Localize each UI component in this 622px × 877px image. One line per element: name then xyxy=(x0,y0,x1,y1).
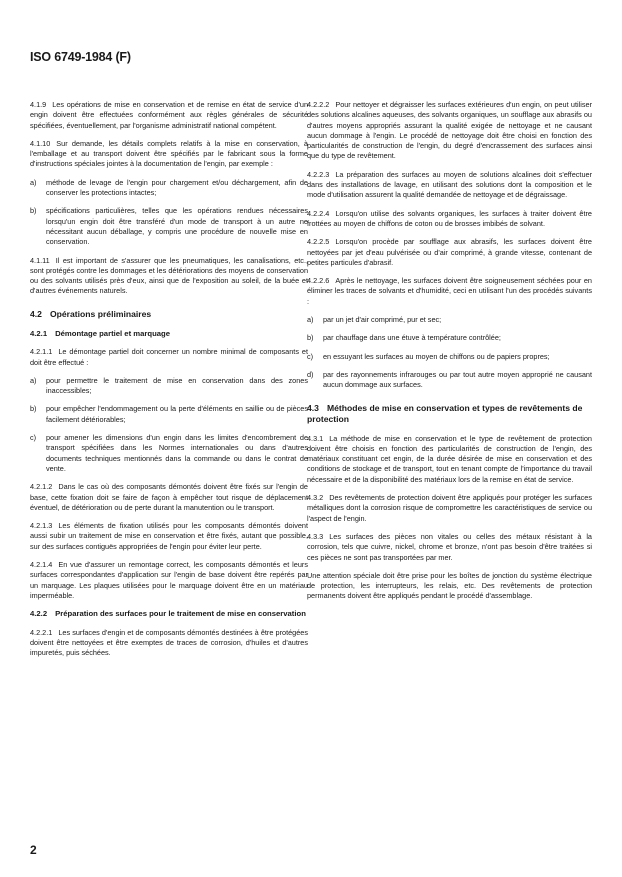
section-title: Méthodes de mise en conservation et types de revêtements de protection xyxy=(307,402,583,424)
clause-number: 4.2.2.2 xyxy=(307,100,330,109)
list-item-text: méthode de levage de l'engin pour chargement et/ou déchargement, afin de conserver les protections intactes; xyxy=(46,177,308,198)
list-item-label: a) xyxy=(30,375,37,385)
right-column xyxy=(307,100,592,610)
section-heading-4-2 xyxy=(30,309,308,320)
list-item-label: c) xyxy=(30,433,37,443)
clause-4-1-10 xyxy=(30,139,308,170)
clause-4-3-3 xyxy=(307,532,592,563)
list-item-label: b) xyxy=(307,333,314,343)
clause-number: 4.1.10 xyxy=(30,138,51,148)
clause-text: Lorsqu'on utilise des solvants organiques, les surfaces à traiter doivent être frottées au moyen de chiffons de coton ou de brosses imbibés de solvant. xyxy=(307,208,592,228)
clause-4-3-2 xyxy=(307,493,592,524)
subsection-number: 4.2.2 xyxy=(30,609,48,619)
clause-text: Dans le cas où des composants démontés doivent être fixés sur l'engin de base, cette fixation doit se faire de façon à empêcher tout risque de déplacement éventuel, de détérioration ou de perte durant la manutention ou le transport. xyxy=(30,482,308,512)
clause-text: Des revêtements de protection doivent être appliqués pour protéger les surfaces métalliques dont la corrosion risque de compromettre les caractéristiques de service ou l'aspect de l'engin. xyxy=(307,493,592,523)
clause-number: 4.2.2.6 xyxy=(307,276,330,286)
list-item-label: c) xyxy=(307,351,314,361)
subsection-heading-4-2-2 xyxy=(30,609,308,620)
clause-text: Le démontage partiel doit concerner un nombre minimal de composants et doit être effectué : xyxy=(30,347,308,367)
clause-text: Lorsqu'on procède par soufflage aux abrasifs, les surfaces doivent être nettoyées par jet d'eau pulvérisée ou d'air comprimé, à grande vitesse, contenant de petites particules d'abrasif. xyxy=(307,237,592,267)
list-item-text: par des rayonnements infrarouges ou par tout autre moyen approprié ne causant aucun dommage aux surfaces. xyxy=(323,369,592,390)
list-item-text: pour permettre le traitement de mise en conservation dans des zones inaccessibles; xyxy=(46,375,308,396)
clause-number: 4.3.1 xyxy=(307,433,324,443)
section-number: 4.3 xyxy=(307,402,319,413)
clause-number: 4.2.2.5 xyxy=(307,237,330,247)
subsection-heading-4-2-1 xyxy=(30,329,308,340)
clause-number: 4.2.1.3 xyxy=(30,521,53,531)
list-item-text: en essuyant les surfaces au moyen de chiffons ou de papiers propres; xyxy=(323,351,550,361)
list-item-label: a) xyxy=(307,315,314,325)
list-item-label: b) xyxy=(30,404,37,414)
list-item-text: par chauffage dans une étuve à température contrôlée; xyxy=(323,333,501,343)
list-item-label: b) xyxy=(30,206,37,216)
list-item xyxy=(30,376,308,397)
clause-number: 4.3.3 xyxy=(307,531,324,541)
section-number: 4.2 xyxy=(30,308,42,319)
clause-4-1-9 xyxy=(30,100,308,131)
final-paragraph: Une attention spéciale doit être prise pour les boîtes de jonction du système électrique de protection, les interrupteurs, les relais, etc. Des revêtements de protection permanents doivent être appliqués pendant le procédé d'assemblage. xyxy=(307,570,592,601)
clause-4-2-1-4 xyxy=(30,560,308,601)
list-item xyxy=(307,352,592,362)
clause-text: Il est important de s'assurer que les pneumatiques, les canalisations, etc., sont protégés contre les dommages et les détériorations des moyens de conservation ou des solvants utilisés près d'eux, ainsi que de l'exposition au soleil, de la buée et d'autres événements naturels. xyxy=(30,255,308,296)
list-item xyxy=(30,178,308,199)
clause-text: Les éléments de fixation utilisés pour les composants démontés doivent aussi subir un traitement de mise en conservation et être fixés, autant que possible, sur des surfaces contiguës appropriées de l'engin pour éviter leur perte. xyxy=(30,521,308,551)
clause-4-2-2-6 xyxy=(307,276,592,307)
page-number: 2 xyxy=(30,843,37,857)
section-title: Opérations préliminaires xyxy=(49,308,152,319)
clause-number: 4.2.2.3 xyxy=(307,169,330,179)
clause-text: Les surfaces d'engin et de composants démontés destinées à être protégées doivent être nettoyées et être exemptes de traces de corrosion, d'huiles et d'autres impuretés, puis séchées. xyxy=(30,627,308,658)
clause-number: 4.2.2.4 xyxy=(307,208,330,218)
clause-4-2-1-3 xyxy=(30,521,308,552)
subsection-title: Démontage partiel et marquage xyxy=(55,328,171,338)
list-item-label: d) xyxy=(307,369,314,379)
subsection-title: Préparation des surfaces pour le traitement de mise en conservation xyxy=(55,609,306,619)
clause-text: Sur demande, les détails complets relatifs à la mise en conservation, à l'emballage et au transport doivent être spécifiés par le fabricant sous la forme d'instructions spéciales jointes à la documentation de l'engin, par exemple : xyxy=(30,138,308,169)
clause-4-2-2-4 xyxy=(307,209,592,230)
section-heading-4-3 xyxy=(307,403,592,425)
list-item-text: pour amener les dimensions d'un engin dans les limites d'encombrement de transport spécifiées dans les Normes internationales ou dans d'autres documents techniques mentionnés dans la commande ou dans le contrat de vente. xyxy=(46,433,308,473)
clause-4-2-2-2 xyxy=(307,100,592,162)
clause-text: La méthode de mise en conservation et le type de revêtement de protection doivent être choisis en fonction des particularités de construction de l'engin, des matériaux constituant cet engin, de la durée désirée de mise en conservation et des conditions de stockage et de transport, tout en tenant compte de l'importance du travail nécessaire et de la disponibilité des matériaux lors de la remise en état de service. xyxy=(307,433,592,484)
list-item-text: spécifications particulières, telles que les opérations rendues nécessaires lorsqu'un engin doit être transféré d'un mode de transport à un autre ne nécessitant aucun déballage, y compris une procédure de nouvelle mise en conservation. xyxy=(46,206,308,247)
clause-number: 4.3.2 xyxy=(307,493,324,503)
list-item-text: par un jet d'air comprimé, pur et sec; xyxy=(323,315,442,325)
document-header: ISO 6749-1984 (F) xyxy=(30,50,131,64)
clause-number: 4.2.1.1 xyxy=(30,347,53,357)
clause-number: 4.2.1.4 xyxy=(30,560,53,569)
list-item xyxy=(30,433,308,474)
list-item xyxy=(30,404,308,425)
list-item xyxy=(307,333,592,343)
clause-text: Pour nettoyer et dégraisser les surfaces extérieures d'un engin, on peut utiliser des solutions alcalines aqueuses, des solvants organiques, un soufflage aux abrasifs ou d'autres moyens appropriés assurant la qualité exigée de nettoyage et ne causant aucun dommage à l'engin. Le procédé de nettoyage doit être choisi en fonction des particularités de construction de l'engin, du degré d'encrassement des surfaces ainsi que du type de revêtement. xyxy=(307,100,592,161)
clause-4-2-2-3 xyxy=(307,170,592,201)
left-column xyxy=(30,100,308,667)
clause-number: 4.1.11 xyxy=(30,255,50,265)
subsection-number: 4.2.1 xyxy=(30,328,48,338)
list-item xyxy=(307,315,592,325)
list-item xyxy=(30,206,308,247)
clause-text: Les opérations de mise en conservation et de remise en état de service d'un engin doivent être effectuées conformément aux règles générales de sécurité spécifiées, éventuellement, par l'organisme administratif national compétent. xyxy=(30,100,308,130)
clause-4-1-11 xyxy=(30,256,308,297)
list-item-text: pour empêcher l'endommagement ou la perte d'éléments en saillie ou de pièces facilement détériorables; xyxy=(46,404,308,424)
clause-4-3-1 xyxy=(307,434,592,485)
clause-text: Après le nettoyage, les surfaces doivent être soigneusement séchées pour en éliminer les traces de solvants et d'humidité, ceci en utilisant l'un des procédés suivants : xyxy=(307,276,592,306)
clause-4-2-1-2 xyxy=(30,482,308,513)
clause-text: La préparation des surfaces au moyen de solutions alcalines doit s'effectuer dans des installations de lavage, en utilisant des solutions dont la composition et le mode d'utilisation assurent la qualité demandée de nettoyage et de dégraissage. xyxy=(307,169,592,200)
clause-number: 4.2.2.1 xyxy=(30,627,53,637)
clause-4-2-1-1 xyxy=(30,347,308,368)
list-item-label: a) xyxy=(30,177,37,187)
clause-text: En vue d'assurer un remontage correct, les composants démontés et leurs surfaces correspondantes d'application sur l'engin de base doivent être repérés par un marquage. Les plaques utilisées pour le marquage doivent être en un matériau imperméable. xyxy=(30,560,308,600)
clause-number: 4.1.9 xyxy=(30,100,47,109)
clause-number: 4.2.1.2 xyxy=(30,482,53,492)
clause-text: Les surfaces des pièces non vitales ou celles des métaux résistant à la corrosion, tels que cuivre, nickel, chrome et bronze, n'ont pas besoin d'être traitées si ces pièces ne sont pas transportées par mer. xyxy=(307,531,592,562)
clause-4-2-2-5 xyxy=(307,237,592,268)
list-item xyxy=(307,370,592,391)
clause-4-2-2-1 xyxy=(30,628,308,659)
